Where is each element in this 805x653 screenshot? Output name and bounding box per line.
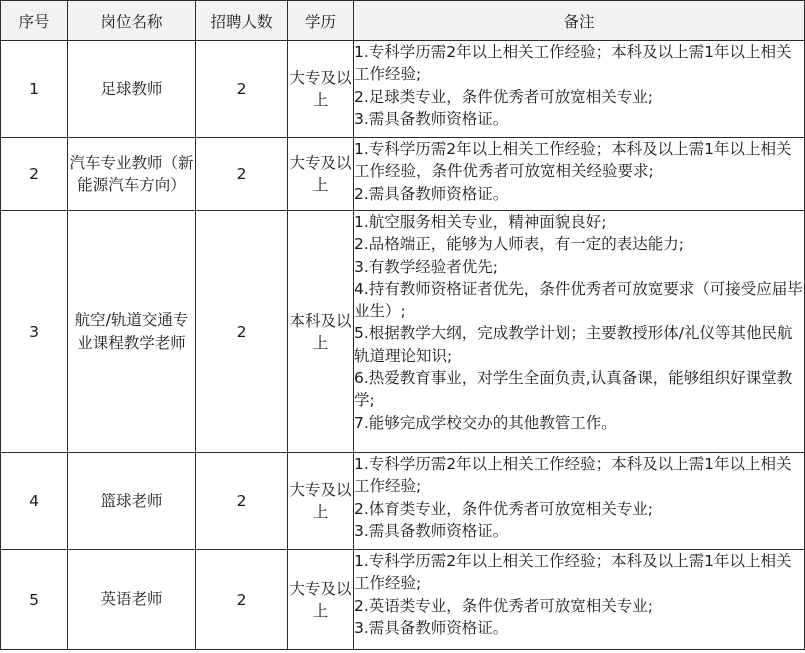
remark-line: 3.需具备教师资格证。: [354, 618, 509, 637]
header-count: 招聘人数: [196, 1, 288, 41]
cell-remarks: [354, 138, 805, 211]
table-row: [1, 550, 805, 650]
remark-line: 1.航空服务相关专业，精神面貌良好;: [354, 213, 607, 231]
cell-education: 大专及以上: [288, 138, 354, 211]
remark-line: 1.专科学历需2年以上相关工作经验；本科及以上需1年以上相关工作经验，条件优秀者可放宽相关经验要求;: [354, 140, 792, 181]
remark-line: 1.专科学历需2年以上相关工作经验；本科及以上需1年以上相关工作经验;: [354, 552, 792, 593]
cell-no: 3: [1, 211, 68, 453]
cell-position: 航空/轨道交通专业课程教学老师: [68, 211, 196, 453]
table-row: [1, 211, 805, 453]
table-row: [1, 41, 805, 138]
header-position: 岗位名称: [68, 1, 196, 41]
header-row: [1, 1, 805, 41]
cell-remarks: [354, 41, 805, 138]
cell-education: 大专及以上: [288, 453, 354, 550]
cell-remarks: [354, 453, 805, 550]
remark-line: 2.品格端正，能够为人师表，有一定的表达能力;: [354, 235, 685, 254]
remark-line: 5.根据教学大纲，完成教学计划；主要教授形体/礼仪等其他民航轨道理论知识;: [354, 324, 793, 365]
remark-line: 4.持有教师资格证者优先，条件优秀者可放宽要求（可接受应届毕业生）;: [354, 279, 803, 321]
remark-line: 1.专科学历需2年以上相关工作经验；本科及以上需1年以上相关工作经验;: [354, 455, 792, 496]
remark-line: 3.需具备教师资格证。: [354, 109, 509, 128]
table-row: [1, 138, 805, 211]
cell-no: 2: [1, 138, 68, 211]
cell-education: 大专及以上: [288, 41, 354, 138]
remark-line: 7.能够完成学校交办的其他教管工作。: [354, 413, 617, 432]
cell-count: 2: [196, 550, 288, 650]
cell-remarks: [354, 550, 805, 650]
cell-position: 英语老师: [68, 550, 196, 650]
cell-education: 大专及以上: [288, 550, 354, 650]
cell-count: 2: [196, 138, 288, 211]
remark-line: 2.足球类专业，条件优秀者可放宽相关专业;: [354, 87, 654, 106]
cell-count: 2: [196, 41, 288, 138]
remark-line: 2.体育类专业，条件优秀者可放宽相关专业;: [354, 499, 654, 518]
remark-line: 3.需具备教师资格证。: [354, 521, 509, 540]
cell-position: 汽车专业教师（新能源汽车方向）: [68, 138, 196, 211]
header-education: 学历: [288, 1, 354, 41]
remark-line: 2.需具备教师资格证。: [354, 184, 509, 203]
cell-count: 2: [196, 211, 288, 453]
remark-line: 6.热爱教育事业，对学生全面负责,认真备课，能够组织好课堂教学;: [354, 369, 793, 410]
cell-position: 篮球老师: [68, 453, 196, 550]
cell-remarks: [354, 211, 805, 453]
remark-line: 3.有教学经验者优先;: [354, 257, 499, 276]
cell-no: 4: [1, 453, 68, 550]
remark-line: 2.英语类专业，条件优秀者可放宽相关专业;: [354, 596, 654, 615]
remark-line: 1.专科学历需2年以上相关工作经验；本科及以上需1年以上相关工作经验;: [354, 43, 792, 84]
cell-count: 2: [196, 453, 288, 550]
header-remarks: 备注: [354, 1, 805, 41]
table-row: [1, 453, 805, 550]
cell-no: 5: [1, 550, 68, 650]
cell-education: 本科及以上: [288, 211, 354, 453]
cell-position: 足球教师: [68, 41, 196, 138]
cell-no: 1: [1, 41, 68, 138]
header-no: 序号: [1, 1, 68, 41]
